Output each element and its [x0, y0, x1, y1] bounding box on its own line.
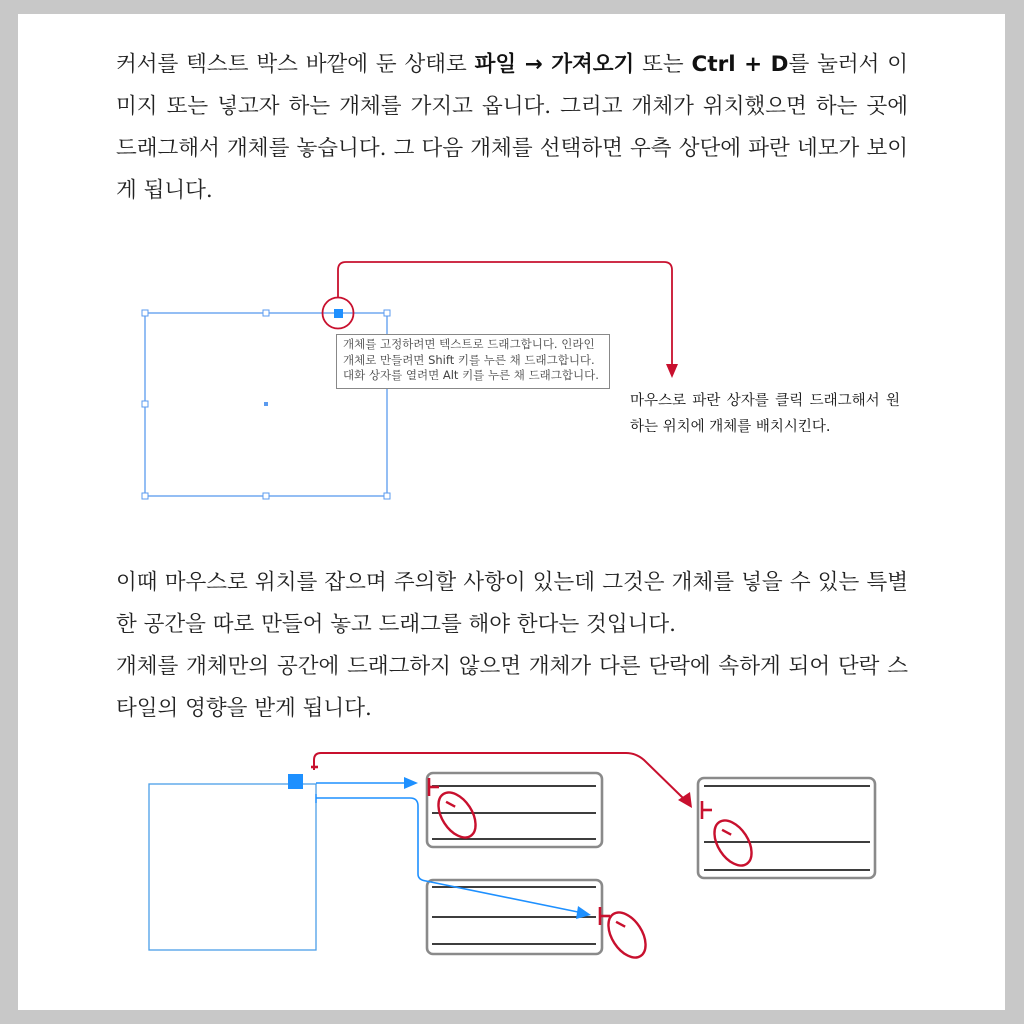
text-box-2	[427, 880, 602, 954]
paragraph-2: 이때 마우스로 위치를 잡으며 주의할 사항이 있는데 그것은 개체를 넣을 수 있는 특별한 공간을 따로 만들어 놓고 드래그를 해야 한다는 것입니다.	[116, 570, 908, 637]
paragraph-3: 개체를 개체만의 공간에 드래그하지 않으면 개체가 다른 단락에 속하게 되어 단락 스타일의 영향을 받게 됩니다.	[116, 654, 908, 721]
document-page	[18, 14, 1005, 1010]
text-box-3	[698, 778, 875, 878]
object-frame	[149, 784, 316, 950]
shortcut-key: Ctrl + D	[691, 52, 789, 77]
paragraph-1: 커서를 텍스트 박스 바깥에 둔 상태로 파일 → 가져오기 또는 Ctrl + D를 눌러서 이미지 또는 넣고자 하는 개체를 가지고 옵니다. 그리고 개체가 위치했으면 하는 곳에 드래그해서 개체를 놓습니다. 그 다음 개체를 선택하면 우측 상단에 파란 네모가 보이게 됩니다.	[116, 52, 909, 203]
figure-1-caption: 마우스로 파란 상자를 클릭 드래그해서 원하는 위치에 개체를 배치시킨다.	[630, 393, 900, 435]
menu-path: 파일 → 가져오기	[474, 52, 635, 77]
drag-tooltip: 개체를 고정하려면 텍스트로 드래그합니다. 인라인 개체로 만들려면 Shift 키를 누른 채 드래그합니다. 대화 상자를 열려면 Alt 키를 누른 채 드래그합니다.	[336, 334, 610, 389]
anchor-handle	[288, 774, 303, 789]
arrow-icon	[404, 777, 418, 789]
text-box-1	[427, 773, 602, 847]
mouse-cursor-icon	[601, 906, 653, 964]
figure-2-diagram	[18, 14, 1005, 1010]
